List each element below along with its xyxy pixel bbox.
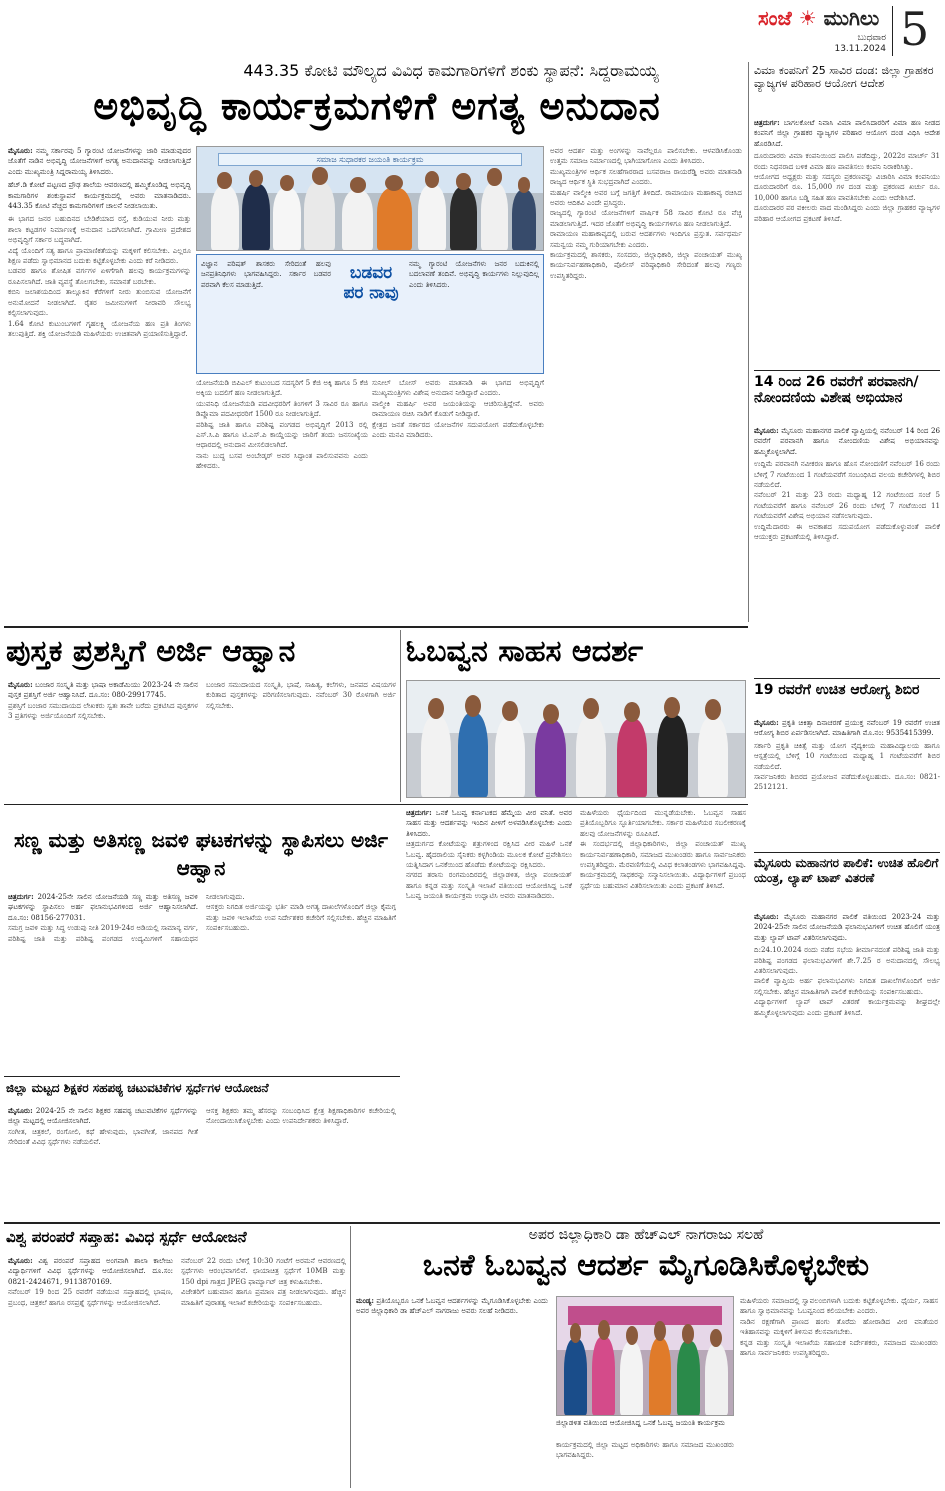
license-text: ಉದ್ದಿಮೆ ಪರವಾನಗಿ ನವೀಕರಣ ಹಾಗೂ ಹೊಸ ನೋಂದಣಿಗೆ ನವೆಂಬರ್ 16 ರಂದು ಬೆಳಿಗ್ಗೆ 7 ಗಂಟೆಯಿಂದ 1 ಗಂಟೆಯವರೆಗೆ ಸಂಬಂಧಿಸಿದ ವಲಯ ಕಚೇರಿಗಳಲ್ಲಿ ಶಿಬಿರ ನಡೆಯಲಿದೆ. ನವೆಂಬರ್ 21 ಮತ್ತು 23 ರಂದು ಮಧ್ಯಾಹ್ನ 12 ಗಂಟೆಯಿಂದ ಸಂಜೆ 5 ಗಂಟೆಯವರೆಗೆ ಹಾಗೂ ನವೆಂಬರ್ 26 ರಂದು ಬೆಳಿಗ್ಗೆ 7 ಗಂಟೆಯಿಂದ 11 ಗಂಟೆಯವರೆಗೆ ವಿಶೇಷ ಅಭಿಯಾನ ನಡೆಸಲಾಗುವುದು. ಉದ್ದಿಮೆದಾರರು ಈ ಅವಕಾಶದ ಸದುಪಯೋಗ ಪಡೆದುಕೊಳ್ಳುವಂತೆ ಪಾಲಿಕೆ ಆಯುಕ್ತರು ಪ್ರಕಟಣೆಯಲ್ಲಿ ತಿಳಿಸಿದ್ದಾರೆ.	[754, 459, 940, 542]
teachers-competition-headline: ಜಿಲ್ಲಾ ಮಟ್ಟದ ಶಿಕ್ಷಕರ ಸಹಪಠ್ಯ ಚಟುವಟಿಕೆಗಳ ಸ್ಪರ್ಧೆಗಳ ಆಯೋಜನೆ	[6, 1082, 269, 1095]
nagaraju-story-under-photo	[556, 1440, 734, 1486]
lead-body-2: ಹೆಚ್.ಡಿ ಕೋಟೆ ಪಟ್ಟಣದ ಪ್ರೌಢ ಶಾಲೆಯ ಆವರಣದಲ್ಲಿ ಹಮ್ಮಿಕೊಂಡಿದ್ದ ಅಭಿವೃದ್ಧಿ ಕಾಮಗಾರಿಗಳ ಶಂಕುಸ್ಥಾಪನೆ ಕಾರ್ಯಕ್ರಮದಲ್ಲಿ ಅವರು ಮಾತನಾಡಿದರು. 443.35 ಕೋಟಿ ವೆಚ್ಚದ ಕಾಮಗಾರಿಗಳಿಗೆ ಚಾಲನೆ ನೀಡಲಾಯಿತು.	[8, 180, 191, 211]
page-number: 5	[900, 6, 930, 56]
lead-column-1-text: ಈ ಭಾಗದ ಜನರ ಬಹುದಿನದ ಬೇಡಿಕೆಯಾದ ರಸ್ತೆ, ಕುಡಿಯುವ ನೀರು ಮತ್ತು ಶಾಲಾ ಕಟ್ಟಡಗಳ ನಿರ್ಮಾಣಕ್ಕೆ ಅನುದಾನ ಒದಗಿಸಲಾಗಿದೆ. ಗ್ರಾಮೀಣ ಪ್ರದೇಶದ ಅಭಿವೃದ್ಧಿಗೆ ಸರ್ಕಾರ ಬದ್ಧವಾಗಿದೆ. ವಿದ್ಯೆ ಯೊಂದಿಗೆ ಸತ್ಯ ಹಾಗೂ ಪ್ರಾಮಾಣಿಕತೆಯನ್ನು ಮಕ್ಕಳಿಗೆ ಕಲಿಸಬೇಕು. ಎಲ್ಲರೂ ಶಿಕ್ಷಣ ಪಡೆದು ಸ್ವಾಭಿಮಾನದ ಬದುಕು ಕಟ್ಟಿಕೊಳ್ಳಬೇಕು ಎಂದು ಕರೆ ನೀಡಿದರು. ಬಡವರ ಹಾಗೂ ಶೋಷಿತ ವರ್ಗಗಳ ಏಳಿಗೆಗಾಗಿ ಹಲವು ಕಾರ್ಯಕ್ರಮಗಳನ್ನು ರೂಪಿಸಲಾಗಿದೆ. ಜಾತಿ ವ್ಯವಸ್ಥೆ ತೊಲಗಬೇಕು, ಸಮಾನತೆ ಬರಬೇಕು. ಕಬಿನಿ ಜಲಾಶಯದಿಂದ ತಾಲ್ಲೂಕಿನ ಕೆರೆಗಳಿಗೆ ನೀರು ತುಂಬಿಸುವ ಯೋಜನೆಗೆ ಅನುಮೋದನೆ ನೀಡಲಾಗಿದೆ. ರೈತರ ಜಮೀನುಗಳಿಗೆ ನೀರಾವರಿ ಸೌಲಭ್ಯ ಕಲ್ಪಿಸಲಾಗುವುದು. 1.64 ಕೋಟಿ ಕುಟುಂಬಗಳಿಗೆ ಗೃಹಲಕ್ಷ್ಮಿ ಯೋಜನೆಯ ಹಣ ಪ್ರತಿ ತಿಂಗಳು ತಲುಪುತ್ತಿದೆ. ಶಕ್ತಿ ಯೋಜನೆಯಡಿ ಮಹಿಳೆಯರು ಉಚಿತವಾಗಿ ಪ್ರಯಾಣಿಸುತ್ತಿದ್ದಾರೆ.	[8, 214, 191, 338]
insurance-text: ದೂರುದಾರರು ವಿಮಾ ಕಂಪನಿಯಿಂದ ಪಾಲಿಸಿ ಪಡೆದಿದ್ದು, 2022ರ ಮಾರ್ಚ್ 31 ರಂದು ನಿಧನರಾದ ಬಳಿಕ ವಿಮಾ ಹಣ ಪಾವತಿಸಲು ಕಂಪನಿ ನಿರಾಕರಿಸಿತ್ತು. ಆಯೋಗದ ಅಧ್ಯಕ್ಷರು ಮತ್ತು ಸದಸ್ಯರು ಪ್ರಕರಣವನ್ನು ವಿಚಾರಿಸಿ ವಿಮಾ ಕಂಪನಿಯು ದೂರುದಾರರಿಗೆ ರೂ. 15,000 ಗಳ ದಂಡ ಮತ್ತು ಪ್ರಕರಣದ ಖರ್ಚು ರೂ. 10,000 ಹಾಗೂ ಬಡ್ಡಿ ಸಹಿತ ಹಣ ಪಾವತಿಸಬೇಕು ಎಂದು ಆದೇಶಿಸಿದೆ. ದೂರುದಾರರ ಪರ ವಕೀಲರು ವಾದ ಮಂಡಿಸಿದ್ದರು ಎಂದು ಜಿಲ್ಲಾ ಗ್ರಾಹಕರ ವ್ಯಾಜ್ಯಗಳ ಪರಿಹಾರ ಆಯೋಗದ ಪ್ರಕಟಣೆ ತಿಳಿಸಿದೆ.	[754, 151, 940, 223]
nagaraju-story-left	[356, 1296, 548, 1486]
masthead	[0, 0, 945, 58]
lead-kicker: 443.35 ಕೋಟಿ ಮೌಲ್ಯದ ವಿವಿಧ ಕಾಮಗಾರಿಗಳಿಗೆ ಶಂಕು ಸ್ಥಾಪನೆ: ಸಿದ್ದರಾಮಯ್ಯ	[243, 63, 659, 80]
lead-column-3	[372, 378, 544, 616]
teachers-competition-text: ಸಂಗೀತ, ಚಿತ್ರಕಲೆ, ರಂಗೋಲಿ, ಕಥೆ ಹೇಳುವುದು, ಭಾವಗೀತೆ, ಜಾನಪದ ಗೀತೆ ಸೇರಿದಂತೆ ವಿವಿಧ ಸ್ಪರ್ಧೆಗಳು ನಡೆಯಲಿವೆ. ಆಸಕ್ತ ಶಿಕ್ಷಕರು ತಮ್ಮ ಹೆಸರನ್ನು ಸಂಬಂಧಿಸಿದ ಕ್ಷೇತ್ರ ಶಿಕ್ಷಣಾಧಿಕಾರಿಗಳ ಕಚೇರಿಯಲ್ಲಿ ನೋಂದಾಯಿಸಿಕೊಳ್ಳಬೇಕು ಎಂದು ಉಪನಿರ್ದೇಶಕರು ತಿಳಿಸಿದ್ದಾರೆ.	[8, 1106, 396, 1147]
nagaraju-photo-caption: ಜಿಲ್ಲಾಡಳಿತ ವತಿಯಿಂದ ಆಯೋಜಿಸಿದ್ದ ಒನಕೆ ಓಬವ್ವ ಜಯಂತಿ ಕಾರ್ಯಕ್ರಮ	[556, 1418, 726, 1427]
heritage-headline: ವಿಶ್ವ ಪರಂಪರೆ ಸಪ್ತಾಹ: ವಿವಿಧ ಸ್ಪರ್ಧೆ ಆಯೋಜನೆ	[6, 1230, 247, 1246]
right-rule-1	[754, 370, 940, 371]
textile-body: 2024-25ನೇ ಸಾಲಿನ ಯೋಜನೆಯಡಿ ಸಣ್ಣ ಮತ್ತು ಅತಿಸಣ್ಣ ಜವಳಿ ಘಟಕಗಳನ್ನು ಸ್ಥಾಪಿಸಲು ಅರ್ಹ ಫಲಾನುಭವಿಗಳಿಂದ ಅರ್ಜಿ ಆಹ್ವಾನಿಸಲಾಗಿದೆ. ದೂ.ಸಂ: 08156-277031.	[8, 892, 198, 922]
nagaraju-kicker: ಅಪರ ಜಿಲ್ಲಾಧಿಕಾರಿ ಡಾ ಹೆಚ್ಎಲ್ ನಾಗರಾಜು ಸಲಹೆ	[528, 1228, 764, 1243]
mid-top-rule	[4, 626, 748, 628]
lead-column-4	[550, 146, 742, 616]
sewing-machine-body: ಮೈಸೂರು ಮಹಾನಗರ ಪಾಲಿಕೆ ವತಿಯಿಂದ 2023-24 ಮತ್ತು 2024-25ನೇ ಸಾಲಿನ ಯೋಜನೆಯಡಿ ಫಲಾನುಭವಿಗಳಿಗೆ ಉಚಿತ ಹೊಲಿಗೆ ಯಂತ್ರ ಮತ್ತು ಲ್ಯಾಪ್ ಟಾಪ್ ವಿತರಿಸಲಾಗುವುದು.	[754, 912, 940, 942]
lead-photo	[196, 146, 544, 251]
heritage-story	[8, 1256, 346, 1486]
nagaraju-photo	[556, 1296, 734, 1416]
textile-story	[8, 892, 396, 1072]
photo-banner: ಸಮಾಜ ಸುಧಾರಕರ ಜಯಂತಿ ಕಾರ್ಯಕ್ರಮ	[218, 153, 523, 165]
brand-name-b: ಮುಗಿಲು	[823, 6, 880, 30]
health-camp-headline: 19 ರವರೆಗೆ ಉಚಿತ ಆರೋಗ್ಯ ಶಿಬಿರ	[754, 682, 920, 698]
teachers-competition-dateline: ಮೈಸೂರು:	[8, 1106, 33, 1115]
insurance-dateline: ಚಿತ್ರದುರ್ಗ:	[754, 118, 780, 127]
right-rule-3	[754, 852, 940, 853]
nagaraju-story-right	[740, 1296, 938, 1486]
health-camp-text: ಸರ್ಕಾರಿ ಪ್ರಕೃತಿ ಚಿಕಿತ್ಸೆ ಮತ್ತು ಯೋಗ ವೈದ್ಯಕೀಯ ಮಹಾವಿದ್ಯಾಲಯ ಹಾಗೂ ಆಸ್ಪತ್ರೆಯಲ್ಲಿ ಬೆಳಿಗ್ಗೆ 10 ಗಂಟೆಯಿಂದ ಮಧ್ಯಾಹ್ನ 1 ಗಂಟೆಯವರೆಗೆ ಶಿಬಿರ ನಡೆಯಲಿದೆ. ಸಾರ್ವಜನಿಕರು ಶಿಬಿರದ ಪ್ರಯೋಜನ ಪಡೆದುಕೊಳ್ಳಬಹುದು. ದೂ.ಸಂ: 0821-2512121.	[754, 740, 940, 792]
obavva-dateline: ಚಿತ್ರದುರ್ಗ:	[406, 808, 432, 817]
book-award-story	[8, 680, 396, 798]
heritage-dateline: ಮೈಸೂರು:	[8, 1256, 33, 1265]
mid-rule-3	[4, 1076, 400, 1077]
book-award-dateline: ಮೈಸೂರು:	[8, 680, 33, 689]
textile-text: ಸಮಗ್ರ ಜವಳಿ ಮತ್ತು ಸಿದ್ಧ ಉಡುಪು ನೀತಿ 2019-24ರ ಅಡಿಯಲ್ಲಿ ಸಾಮಾನ್ಯ ವರ್ಗ, ಪರಿಶಿಷ್ಟ ಜಾತಿ ಮತ್ತು ಪರಿಶಿಷ್ಟ ಪಂಗಡದ ಉದ್ಯಮಿಗಳಿಗೆ ಸಹಾಯಧನ ನೀಡಲಾಗುವುದು. ಆಸಕ್ತರು ನಿಗದಿತ ಅರ್ಜಿಯನ್ನು ಭರ್ತಿ ಮಾಡಿ ಅಗತ್ಯ ದಾಖಲೆಗಳೊಂದಿಗೆ ಜಿಲ್ಲಾ ಕೈಮಗ್ಗ ಮತ್ತು ಜವಳಿ ಇಲಾಖೆಯ ಉಪ ನಿರ್ದೇಶಕರ ಕಚೇರಿಗೆ ಸಲ್ಲಿಸಬೇಕು. ಹೆಚ್ಚಿನ ಮಾಹಿತಿಗೆ ಸಂಪರ್ಕಿಸಬಹುದು.	[8, 892, 396, 943]
quote-title: ಬಡವರ ಪರ ನಾವು	[343, 263, 399, 303]
lead-column-2	[196, 378, 368, 616]
nagaraju-body: ಪ್ರತಿಯೊಬ್ಬರೂ ಒನಕೆ ಓಬವ್ವನ ಆದರ್ಶಗಳನ್ನು ಮೈಗೂಡಿಸಿಕೊಳ್ಳಬೇಕು ಎಂದು ಅಪರ ಜಿಲ್ಲಾಧಿಕಾರಿ ಡಾ ಹೆಚ್ಎಲ್ ನಾಗರಾಜು ಅವರು ಸಲಹೆ ನೀಡಿದರು.	[356, 1296, 548, 1316]
obavva-text: ಚಿತ್ರದುರ್ಗದ ಕೋಟೆಯನ್ನು ಶತ್ರುಗಳಿಂದ ರಕ್ಷಿಸಿದ ವೀರ ಮಹಿಳೆ ಒನಕೆ ಓಬವ್ವ. ಹೈದರಾಲಿಯ ಸೈನಿಕರು ಕಳ್ಳಗಿಂಡಿಯ ಮೂಲಕ ಕೋಟೆ ಪ್ರವೇಶಿಸಲು ಯತ್ನಿಸಿದಾಗ ಒನಕೆಯಿಂದ ಹೊಡೆದು ಕೋಟೆಯನ್ನು ರಕ್ಷಿಸಿದರು. ನಗರದ ತರಾಸು ರಂಗಮಂದಿರದಲ್ಲಿ ಜಿಲ್ಲಾಡಳಿತ, ಜಿಲ್ಲಾ ಪಂಚಾಯತ್ ಹಾಗೂ ಕನ್ನಡ ಮತ್ತು ಸಂಸ್ಕೃತಿ ಇಲಾಖೆ ವತಿಯಿಂದ ಆಯೋಜಿಸಿದ್ದ ಒನಕೆ ಓಬವ್ವ ಜಯಂತಿ ಕಾರ್ಯಕ್ರಮ ಉದ್ಘಾಟಿಸಿ ಅವರು ಮಾತನಾಡಿದರು. ಮಹಿಳೆಯರು ಧೈರ್ಯದಿಂದ ಮುನ್ನಡೆಯಬೇಕು. ಓಬವ್ವನ ಸಾಹಸ ಪ್ರತಿಯೊಬ್ಬರಿಗೂ ಸ್ಫೂರ್ತಿಯಾಗಬೇಕು. ಸರ್ಕಾರ ಮಹಿಳೆಯರ ಸಬಲೀಕರಣಕ್ಕೆ ಹಲವು ಯೋಜನೆಗಳನ್ನು ರೂಪಿಸಿದೆ. ಈ ಸಂದರ್ಭದಲ್ಲಿ ಜಿಲ್ಲಾಧಿಕಾರಿಗಳು, ಜಿಲ್ಲಾ ಪಂಚಾಯತ್ ಮುಖ್ಯ ಕಾರ್ಯನಿರ್ವಹಣಾಧಿಕಾರಿ, ಸಮಾಜದ ಮುಖಂಡರು ಹಾಗೂ ಸಾರ್ವಜನಿಕರು ಉಪಸ್ಥಿತರಿದ್ದರು. ಮೆರವಣಿಗೆಯಲ್ಲಿ ವಿವಿಧ ಕಲಾತಂಡಗಳು ಭಾಗವಹಿಸಿದ್ದವು. ಕಾರ್ಯಕ್ರಮದಲ್ಲಿ ಸಾಧಕರನ್ನು ಸನ್ಮಾನಿಸಲಾಯಿತು. ವಿದ್ಯಾರ್ಥಿಗಳಿಗೆ ಪ್ರಬಂಧ ಸ್ಪರ್ಧೆಯ ಬಹುಮಾನ ವಿತರಿಸಲಾಯಿತು ಎಂದು ಪ್ರಕಟಣೆ ತಿಳಿಸಿದೆ.	[406, 808, 746, 901]
textile-dateline: ಚಿತ್ರದುರ್ಗ:	[8, 892, 34, 901]
teachers-competition-story	[8, 1106, 396, 1218]
quote-right: ನಮ್ಮ ಗ್ಯಾರಂಟಿ ಯೋಜನೆಗಳು ಜನರ ಬದುಕಿನಲ್ಲಿ ಬದಲಾವಣೆ ತಂದಿವೆ. ಅಭಿವೃದ್ಧಿ ಕಾರ್ಯಗಳು ನಿಲ್ಲುವುದಿಲ್ಲ ಎಂದು ತಿಳಿಸಿದರು.	[409, 260, 539, 289]
lead-column-4-text: ಅವರ ಆದರ್ಶ ಮತ್ತು ಅಂಗಳನ್ನು ನಾವೆಲ್ಲರೂ ಪಾಲಿಸಬೇಕು. ಆಳವಡಿಸಿಕೊಂಡು ಉತ್ತಮ ಸಮಾಜ ನಿರ್ಮಾಣದಲ್ಲಿ ಭಾಗಿಯಾಗೋಣ ಎಂದು ತಿಳಿಸಿದರು. ಮುಖ್ಯಮಂತ್ರಿಗಳ ಆರ್ಥಿಕ ಸಲಹೆಗಾರರಾದ ಬಸವರಾಜ ರಾಯರೆಡ್ಡಿ ಅವರು ಮಾತನಾಡಿ ರಾಜ್ಯದ ಆರ್ಥಿಕ ಸ್ಥಿತಿ ಸುಭದ್ರವಾಗಿದೆ ಎಂದರು. ಮಹರ್ಷಿ ವಾಲ್ಮೀಕಿ ಅವರ ಬಗ್ಗೆ ಜಗತ್ತಿಗೆ ತಿಳಿದಿದೆ. ರಾಮಾಯಣ ಮಹಾಕಾವ್ಯ ರಚಿಸಿದ ಅವರು ಆದಿಕವಿ ಎಂದೇ ಪ್ರಸಿದ್ಧರು. ರಾಜ್ಯದಲ್ಲಿ ಗ್ಯಾರಂಟಿ ಯೋಜನೆಗಳಿಗೆ ವಾರ್ಷಿಕ 58 ಸಾವಿರ ಕೋಟಿ ರೂ ವೆಚ್ಚ ಮಾಡಲಾಗುತ್ತಿದೆ. ಇದರ ಜೊತೆಗೆ ಅಭಿವೃದ್ಧಿ ಕಾರ್ಯಗಳಿಗೂ ಹಣ ನೀಡಲಾಗುತ್ತಿದೆ. ರಾಮಾಯಣ ಮಹಾಕಾವ್ಯದಲ್ಲಿ ಬರುವ ಆದರ್ಶಗಳು ಇಂದಿಗೂ ಪ್ರಸ್ತುತ. ಸರ್ವಧರ್ಮ ಸಮನ್ವಯ ನಮ್ಮ ಗುರಿಯಾಗಬೇಕು ಎಂದರು. ಕಾರ್ಯಕ್ರಮದಲ್ಲಿ ಶಾಸಕರು, ಸಂಸದರು, ಜಿಲ್ಲಾಧಿಕಾರಿ, ಜಿಲ್ಲಾ ಪಂಚಾಯತ್ ಮುಖ್ಯ ಕಾರ್ಯನಿರ್ವಹಣಾಧಿಕಾರಿ, ಪೊಲೀಸ್ ವರಿಷ್ಠಾಧಿಕಾರಿ ಸೇರಿದಂತೆ ಹಲವು ಗಣ್ಯರು ಉಪಸ್ಥಿತರಿದ್ದರು.	[550, 146, 742, 280]
brand-name-a: ಸಂಜೆ	[758, 6, 792, 30]
license-body: ಮೈಸೂರು ಮಹಾನಗರ ಪಾಲಿಕೆ ವ್ಯಾಪ್ತಿಯಲ್ಲಿ ನವೆಂಬರ್ 14 ರಿಂದ 26 ರವರೆಗೆ ಪರವಾನಗಿ ಹಾಗೂ ನೋಂದಣಿಯ ವಿಶೇಷ ಅಭಿಯಾನವನ್ನು ಹಮ್ಮಿಕೊಳ್ಳಲಾಗಿದೆ.	[754, 426, 940, 456]
license-dateline: ಮೈಸೂರು:	[754, 426, 779, 435]
teachers-competition-body: 2024-25 ನೇ ಸಾಲಿನ ಶಿಕ್ಷಕರ ಸಹಪಠ್ಯ ಚಟುವಟಿಕೆಗಳ ಸ್ಪರ್ಧೆಗಳನ್ನು ಜಿಲ್ಲಾ ಮಟ್ಟದಲ್ಲಿ ಆಯೋಜಿಸಲಾಗಿದೆ.	[8, 1106, 198, 1126]
masthead-date: 13.11.2024	[834, 44, 886, 54]
sewing-machine-text: ದಿ:24.10.2024 ರಂದು ನಡೆದ ಸಭೆಯ ತೀರ್ಮಾನದಂತೆ ಪರಿಶಿಷ್ಟ ಜಾತಿ ಮತ್ತು ಪರಿಶಿಷ್ಟ ಪಂಗಡದ ಫಲಾನುಭವಿಗಳಿಗೆ ಶೇ.7.25 ರ ಅನುದಾನದಲ್ಲಿ ಸೌಲಭ್ಯ ವಿತರಿಸಲಾಗುವುದು. ಪಾಲಿಕೆ ವ್ಯಾಪ್ತಿಯ ಅರ್ಹ ಫಲಾನುಭವಿಗಳು ನಿಗದಿತ ದಾಖಲೆಗಳೊಂದಿಗೆ ಅರ್ಜಿ ಸಲ್ಲಿಸಬೇಕು. ಹೆಚ್ಚಿನ ಮಾಹಿತಿಗಾಗಿ ಪಾಲಿಕೆ ಕಚೇರಿಯನ್ನು ಸಂಪರ್ಕಿಸಬಹುದು. ವಿದ್ಯಾರ್ಥಿಗಳಿಗೆ ಲ್ಯಾಪ್ ಟಾಪ್ ವಿತರಣೆ ಕಾರ್ಯಕ್ರಮವನ್ನು ಶೀಘ್ರದಲ್ಲೇ ಹಮ್ಮಿಕೊಳ್ಳಲಾಗುವುದು ಎಂದು ಪ್ರಕಟಣೆ ತಿಳಿಸಿದೆ.	[754, 945, 940, 1017]
right-column-divider	[748, 62, 749, 622]
lead-headline: ಅಭಿವೃದ್ಧಿ ಕಾರ್ಯಕ್ರಮಗಳಿಗೆ ಅಗತ್ಯ ಅನುದಾನ	[93, 87, 661, 128]
obavva-headline: ಓಬವ್ವನ ಸಾಹಸ ಆದರ್ಶ	[406, 636, 644, 669]
lead-column-2-text: ಯೋಜನೆಯಡಿ ಬಿಪಿಎಲ್ ಕುಟುಂಬದ ಸದಸ್ಯರಿಗೆ 5 ಕೆಜಿ ಅಕ್ಕಿ ಹಾಗೂ 5 ಕೆಜಿ ಅಕ್ಕಿಯ ಬದಲಿಗೆ ಹಣ ನೀಡಲಾಗುತ್ತಿದೆ. ಯುವನಿಧಿ ಯೋಜನೆಯಡಿ ಪದವೀಧರರಿಗೆ ತಿಂಗಳಿಗೆ 3 ಸಾವಿರ ರೂ ಹಾಗೂ ಡಿಪ್ಲೊಮಾ ಪದವೀಧರರಿಗೆ 1500 ರೂ ನೀಡಲಾಗುತ್ತಿದೆ. ಪರಿಶಿಷ್ಟ ಜಾತಿ ಹಾಗೂ ಪರಿಶಿಷ್ಟ ಪಂಗಡದ ಅಭಿವೃದ್ಧಿಗೆ 2013 ರಲ್ಲಿ ಎಸ್.ಸಿ.ಪಿ ಹಾಗೂ ಟಿ.ಎಸ್.ಪಿ ಕಾಯ್ದೆಯನ್ನು ಜಾರಿಗೆ ತಂದು ಜನಸಂಖ್ಯೆಯ ಆಧಾರದಲ್ಲಿ ಅನುದಾನ ಮೀಸಲಿಡಲಾಗಿದೆ. ನಾನು ಬುದ್ಧ ಬಸವ ಅಂಬೇಡ್ಕರ್ ಅವರ ಸಿದ್ಧಾಂತ ಪಾಲಿಸುವವನು ಎಂದು ಹೇಳಿದರು.	[196, 378, 368, 471]
book-award-headline: ಪುಸ್ತಕ ಪ್ರಶಸ್ತಿಗೆ ಅರ್ಜಿ ಆಹ್ವಾನ	[6, 636, 296, 669]
book-award-body: ಬಂಜಾರ ಸಂಸ್ಕೃತಿ ಮತ್ತು ಭಾಷಾ ಅಕಾಡೆಮಿಯು 2023-24 ನೇ ಸಾಲಿನ ಪುಸ್ತಕ ಪ್ರಶಸ್ತಿಗೆ ಅರ್ಜಿ ಆಹ್ವಾನಿಸಿದೆ. ದೂ.ಸಂ: 080-29917745.	[8, 680, 198, 700]
textile-headline: ಸಣ್ಣ ಮತ್ತು ಅತಿಸಣ್ಣ ಜವಳಿ ಘಟಕಗಳನ್ನು ಸ್ಥಾಪಿಸಲು ಅರ್ಜಿ ಆಹ್ವಾನ	[13, 828, 389, 880]
lead-column-1	[8, 146, 191, 616]
right-rule-2	[754, 678, 940, 679]
nagaraju-story-under-photo-text: ಕಾರ್ಯಕ್ರಮದಲ್ಲಿ ಜಿಲ್ಲಾ ಮಟ್ಟದ ಅಧಿಕಾರಿಗಳು ಹಾಗೂ ಸಮಾಜದ ಮುಖಂಡರು ಭಾಗವಹಿಸಿದ್ದರು.	[556, 1440, 734, 1460]
sewing-machine-story	[754, 912, 940, 1156]
book-award-text: ಪ್ರಶಸ್ತಿಗೆ ಬಂಜಾರ ಸಮುದಾಯದ ಲೇಖಕರು ಸ್ವತಃ ತಾವೇ ಬರೆದು ಪ್ರಕಟಿಸಿದ ಪುಸ್ತಕಗಳ 3 ಪ್ರತಿಗಳನ್ನು ಅರ್ಜಿಯೊಂದಿಗೆ ಸಲ್ಲಿಸಬೇಕು. ಬಂಜಾರ ಸಮುದಾಯದ ಸಂಸ್ಕೃತಿ, ಭಾಷೆ, ಸಾಹಿತ್ಯ, ಕಲೆಗಳು, ಜನಪದ ವಿಷಯಗಳ ಕುರಿತಾದ ಪುಸ್ತಕಗಳನ್ನು ಪರಿಗಣಿಸಲಾಗುವುದು. ನವೆಂಬರ್ 30 ರೊಳಗಾಗಿ ಅರ್ಜಿ ಸಲ್ಲಿಸಬೇಕು.	[8, 680, 396, 721]
nagaraju-dateline: ಮಂಡ್ಯ:	[356, 1296, 375, 1305]
mid-rule-2	[4, 804, 748, 805]
masthead-divider	[892, 6, 893, 56]
insurance-body: ಬಾಗಲಕೋಟೆ ನಿವಾಸಿ ವಿಮಾ ಪಾಲಿಸಿದಾರರಿಗೆ ವಿಮಾ ಹಣ ನೀಡದ ಕಂಪನಿಗೆ ಜಿಲ್ಲಾ ಗ್ರಾಹಕರ ವ್ಯಾಜ್ಯಗಳ ಪರಿಹಾರ ಆಯೋಗ ದಂಡ ವಿಧಿಸಿ ಆದೇಶ ಹೊರಡಿಸಿದೆ.	[754, 118, 940, 148]
sewing-machine-dateline: ಮೈಸೂರು:	[754, 912, 779, 921]
nagaraju-headline: ಒನಕೆ ಓಬವ್ವನ ಆದರ್ಶ ಮೈಗೂಡಿಸಿಕೊಳ್ಳಬೇಕು	[422, 1250, 870, 1283]
brand-logo: ಸಂಜೆ ☀ ಮುಗಿಲು	[758, 6, 880, 30]
mid-divider	[400, 630, 401, 802]
health-camp-dateline: ಮೈಸೂರು:	[754, 718, 779, 727]
obavva-photo	[406, 680, 746, 798]
license-headline: 14 ರಿಂದ 26 ರವರೆಗೆ ಪರವಾನಗಿ/ನೋಂದಣಿಯ ವಿಶೇಷ ಅಭಿಯಾನ	[754, 374, 919, 406]
bottom-divider	[350, 1226, 351, 1488]
obavva-body: ಒನಕೆ ಓಬವ್ವ ಕರ್ನಾಟಕದ ಹೆಮ್ಮೆಯ ವೀರ ವನಿತೆ. ಅವರ ಸಾಹಸ ಮತ್ತು ಆದರ್ಶವನ್ನು ಇಂದಿನ ಪೀಳಿಗೆ ಅಳವಡಿಸಿಕೊಳ್ಳಬೇಕು ಎಂದು ತಿಳಿಸಿದರು.	[406, 808, 572, 838]
sewing-machine-headline: ಮೈಸೂರು ಮಹಾನಗರ ಪಾಲಿಕೆ: ಉಚಿತ ಹೊಲಿಗೆ ಯಂತ್ರ, ಲ್ಯಾಪ್ ಟಾಪ್ ವಿತರಣೆ	[754, 856, 939, 885]
health-camp-story	[754, 718, 940, 848]
heritage-text: ನವೆಂಬರ್ 19 ರಿಂದ 25 ರವರೆಗೆ ನಡೆಯುವ ಸಪ್ತಾಹದಲ್ಲಿ ಭಾಷಣ, ಪ್ರಬಂಧ, ಚಿತ್ರಕಲೆ ಹಾಗೂ ರಸಪ್ರಶ್ನೆ ಸ್ಪರ್ಧೆಗಳನ್ನು ಆಯೋಜಿಸಲಾಗಿದೆ. ನವೆಂಬರ್ 22 ರಂದು ಬೆಳಿಗ್ಗೆ 10:30 ಗಂಟೆಗೆ ಅರಮನೆ ಆವರಣದಲ್ಲಿ ಸ್ಪರ್ಧೆಗಳು ಆರಂಭವಾಗಲಿವೆ. ಛಾಯಾಚಿತ್ರ ಸ್ಪರ್ಧೆಗೆ 10MB ಮತ್ತು 150 dpi ಗಾತ್ರದ JPEG ಫಾರ್ಮ್ಯಾಟ್ ಚಿತ್ರ ಕಳುಹಿಸಬೇಕು. ವಿಜೇತರಿಗೆ ಬಹುಮಾನ ಹಾಗೂ ಪ್ರಮಾಣ ಪತ್ರ ನೀಡಲಾಗುವುದು. ಹೆಚ್ಚಿನ ಮಾಹಿತಿಗೆ ಪುರಾತತ್ವ ಇಲಾಖೆ ಕಚೇರಿಯನ್ನು ಸಂಪರ್ಕಿಸಬಹುದು.	[8, 1256, 346, 1307]
lead-body-1: ನಮ್ಮ ಸರ್ಕಾರವು 5 ಗ್ಯಾರಂಟಿ ಯೋಜನೆಗಳನ್ನು ಜಾರಿ ಮಾಡುವುದರ ಜೊತೆಗೆ ನಾಡಿನ ಅಭಿವೃದ್ಧಿ ಯೋಜನೆಗಳಿಗೆ ಅಗತ್ಯ ಅನುದಾನವನ್ನು ನೀಡಲಾಗುತ್ತಿದೆ ಎಂದು ಮುಖ್ಯಮಂತ್ರಿ ಸಿದ್ದರಾಮಯ್ಯ ತಿಳಿಸಿದರು.	[8, 146, 191, 176]
lead-dateline: ಮೈಸೂರು:	[8, 146, 33, 155]
heritage-body: ವಿಶ್ವ ಪರಂಪರೆ ಸಪ್ತಾಹದ ಅಂಗವಾಗಿ ಶಾಲಾ ಕಾಲೇಜು ವಿದ್ಯಾರ್ಥಿಗಳಿಗೆ ವಿವಿಧ ಸ್ಪರ್ಧೆಗಳನ್ನು ಆಯೋಜಿಸಲಾಗಿದೆ. ದೂ.ಸಂ: 0821-2424671, 9113870169.	[8, 1256, 173, 1286]
insurance-headline: ವಿಮಾ ಕಂಪನಿಗೆ 25 ಸಾವಿರ ದಂಡ: ಜಿಲ್ಲಾ ಗ್ರಾಹಕರ ವ್ಯಾಜ್ಯಗಳ ಪರಿಹಾರ ಆಯೋಗ ಆದೇಶ	[754, 64, 934, 90]
health-camp-body: ಪ್ರಕೃತಿ ಚಿಕಿತ್ಸಾ ದಿನಾಚರಣೆ ಪ್ರಯುಕ್ತ ನವೆಂಬರ್ 19 ರವರೆಗೆ ಉಚಿತ ಆರೋಗ್ಯ ಶಿಬಿರ ಏರ್ಪಡಿಸಲಾಗಿದೆ. ಮಾಹಿತಿಗಾಗಿ ಮೊ.ನಂ: 9535415399.	[754, 718, 940, 738]
lead-photo-caption	[196, 254, 544, 374]
bottom-top-rule	[4, 1222, 940, 1224]
masthead-weekday: ಬುಧವಾರ	[857, 33, 886, 43]
obavva-story	[406, 808, 746, 1218]
nagaraju-story-right-text: ಮಹಿಳೆಯರು ಸಮಾಜದಲ್ಲಿ ಸ್ವಾವಲಂಬಿಗಳಾಗಿ ಬದುಕು ಕಟ್ಟಿಕೊಳ್ಳಬೇಕು. ಧೈರ್ಯ, ಸಾಹಸ ಹಾಗೂ ಸ್ವಾಭಿಮಾನವನ್ನು ಓಬವ್ವನಿಂದ ಕಲಿಯಬೇಕು ಎಂದರು. ನಾಡಿನ ರಕ್ಷಣೆಗಾಗಿ ಪ್ರಾಣದ ಹಂಗು ತೊರೆದು ಹೋರಾಡಿದ ವೀರ ವನಿತೆಯರ ಇತಿಹಾಸವನ್ನು ಮಕ್ಕಳಿಗೆ ತಿಳಿಸುವ ಕೆಲಸವಾಗಬೇಕು. ಕನ್ನಡ ಮತ್ತು ಸಂಸ್ಕೃತಿ ಇಲಾಖೆಯ ಸಹಾಯಕ ನಿರ್ದೇಶಕರು, ಸಮಾಜದ ಮುಖಂಡರು ಹಾಗೂ ಸಾರ್ವಜನಿಕರು ಉಪಸ್ಥಿತರಿದ್ದರು.	[740, 1296, 938, 1358]
quote-left: ವಿಜ್ಞಾನ ಪರಿಷತ್ ಶಾಸಕರು ಸೇರಿದಂತೆ ಹಲವು ಜನಪ್ರತಿನಿಧಿಗಳು ಭಾಗವಹಿಸಿದ್ದರು. ಸರ್ಕಾರ ಬಡವರ ಪರವಾಗಿ ಕೆಲಸ ಮಾಡುತ್ತಿದೆ.	[201, 260, 331, 289]
license-story	[754, 426, 940, 674]
insurance-story	[754, 118, 940, 366]
lead-column-3-text: ಸುನೀಲ್ ಬೋಸ್ ಅವರು ಮಾತನಾಡಿ ಈ ಭಾಗದ ಅಭಿವೃದ್ಧಿಗೆ ಮುಖ್ಯಮಂತ್ರಿಗಳು ವಿಶೇಷ ಅನುದಾನ ನೀಡಿದ್ದಾರೆ ಎಂದರು. ವಾಲ್ಮೀಕಿ ಮಹರ್ಷಿ ಅವರ ಜಯಂತಿಯನ್ನು ಆಚರಿಸುತ್ತಿದ್ದೇವೆ. ಅವರು ರಾಮಾಯಣ ರಚಿಸಿ ನಾಡಿಗೆ ಕೊಡುಗೆ ನೀಡಿದ್ದಾರೆ. ಕ್ಷೇತ್ರದ ಜನತೆ ಸರ್ಕಾರದ ಯೋಜನೆಗಳ ಸದುಪಯೋಗ ಪಡೆದುಕೊಳ್ಳಬೇಕು ಎಂದು ಮನವಿ ಮಾಡಿದರು.	[372, 378, 544, 440]
